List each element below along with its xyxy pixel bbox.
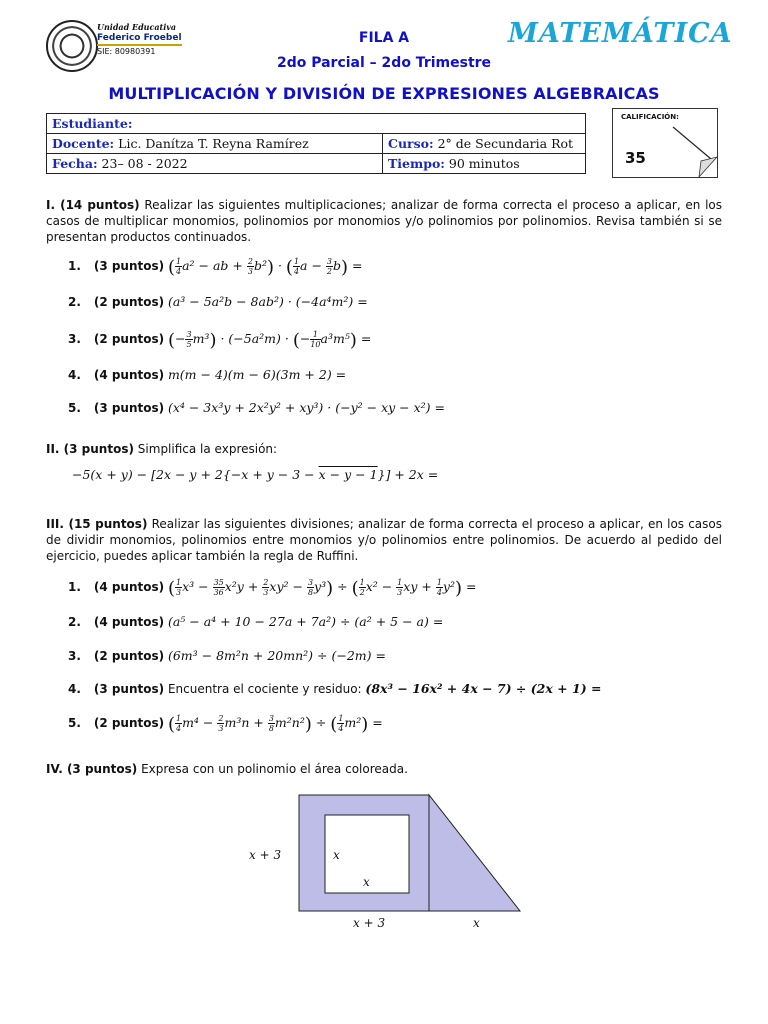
s1-item-4 [68,367,346,382]
brand-logo: MATEMÁTICA [508,18,733,49]
s1-item-2-num: 2. [68,295,81,309]
school-name: Federico Froebel [97,33,182,46]
curso-label: Curso: [388,136,434,151]
s1-item-3-points: (2 puntos) [93,332,165,346]
s1-item-4-num: 4. [68,368,81,382]
tiempo-value: 90 minutos [448,156,520,171]
parcial-title: 2do Parcial – 2do Trimestre [276,55,492,71]
s3-item-1-num: 1. [68,580,81,594]
section-1-intro [46,197,722,245]
area-diagram [243,785,528,935]
tiempo-label: Tiempo: [388,156,445,171]
s3-item-3-num: 3. [68,649,81,663]
page-curl-icon [613,109,717,177]
estudiante-cell[interactable] [47,114,586,134]
grade-title: CALIFICACIÓN: [621,113,679,121]
s3-item-2-expr: (a⁵ − a⁴ + 10 − 27a + 7a²) ÷ (a² + 5 − a) = [167,614,444,629]
section-2-intro [46,441,722,457]
curso-cell [383,134,586,154]
label-inner-right: x [333,848,340,862]
s3-item-3-expr: (6m³ − 8m²n + 20mn²) ÷ (−2m) = [167,648,386,663]
label-bottom: x + 3 [353,916,386,930]
section-2-text: Simplifica la expresión: [137,442,278,456]
s3-item-5-num: 5. [68,716,81,730]
s2-expr-overlined: x − y − 1 [318,467,378,482]
tiempo-cell [383,154,586,174]
s3-item-2-points: (4 puntos) [93,615,165,629]
area-figure [243,785,528,935]
s3-item-3 [68,648,386,663]
s1-item-5-points: (3 puntos) [93,401,165,415]
section-3-title: III. (15 puntos) [46,517,148,531]
s3-item-4-points: (3 puntos) [93,682,165,696]
s2-expr-part-a: −5(x + y) − [2x − y + 2{−x + y − 3 − [72,467,319,482]
s1-item-2 [68,294,368,309]
s2-expr-part-b: }] + 2x = [377,467,439,482]
s1-item-3-expr: (− $\frac{3}{5}$ m³) · (−5a²m) · (− $\frac{1}{10}$ a³m⁵) = [167,330,372,351]
s3-item-1-expr: ( $\frac{1}{3}$ x³ − $\frac{35}{36}$ x²y + $\frac{2}{3}$ xy² − $\frac{3}{8}$ y³) ÷ ( $\frac{1}{2}$ x² − $\frac{1}{3}$ xy + $\frac{1}{4}$ y²) = [167,578,477,599]
section-3-intro [46,516,722,564]
s3-item-1 [68,578,476,599]
s1-item-3 [68,330,371,351]
section-4-text: Expresa con un polinomio el área coloreada. [141,762,408,776]
s1-item-4-points: (4 puntos) [93,368,165,382]
triangle [429,795,520,911]
section-4-title: IV. (3 puntos) [46,762,138,776]
topic-title: MULTIPLICACIÓN Y DIVISIÓN DE EXPRESIONES ALGEBRAICAS [108,84,660,103]
fecha-value: 23– 08 - 2022 [101,156,188,171]
s1-item-5 [68,400,445,415]
s3-item-5-points: (2 puntos) [93,716,165,730]
section-2-title: II. (3 puntos) [46,442,134,456]
section-1-text: Realizar las siguientes multiplicaciones; analizar de forma correcta el proceso a aplicar, en los casos de multiplicar monomios, polinomios por monomios y/o polinomios por polinomios. Revisa también si se presentan productos continuados. [46,198,722,244]
s3-item-4 [68,681,601,696]
s2-expression [72,467,438,482]
section-4-intro [46,761,722,777]
student-info-table [46,113,586,174]
curso-value: 2° de Secundaria Rot [437,136,574,151]
s3-item-4-text: Encuentra el cociente y residuo: [167,682,362,696]
fecha-cell [47,154,383,174]
s1-item-4-expr: m(m − 4)(m − 6)(3m + 2) = [167,367,347,382]
s1-item-2-points: (2 puntos) [93,295,165,309]
fila-title: FILA A [358,30,410,46]
s3-item-4-expr: (8x³ − 16x² + 4x − 7) ÷ (2x + 1) = [365,681,602,696]
school-sie: SIE: 80980391 [97,47,156,56]
s1-item-2-expr: (a³ − 5a²b − 8ab²) · (−4a⁴m²) = [167,294,368,309]
label-inner-bottom: x [363,875,370,889]
s1-item-1-expr: ( $\frac{1}{4}$ a² − ab + $\frac{2}{3}$ b²) · ( $\frac{1}{4}$ a − $\frac{3}{2}$ b) = [167,257,363,278]
s1-item-5-expr: (x⁴ − 3x³y + 2x²y² + xy³) · (−y² − xy − x²) = [167,400,445,415]
s3-item-2-num: 2. [68,615,81,629]
s3-item-5 [68,714,383,735]
docente-label: Docente: [52,136,115,151]
s1-item-3-num: 3. [68,332,81,346]
label-triangle: x [473,916,480,930]
s3-item-3-points: (2 puntos) [93,649,165,663]
s3-item-5-expr: ( $\frac{1}{4}$ m⁴ − $\frac{2}{3}$ m³n + $\frac{3}{8}$ m²n²) ÷ ( $\frac{1}{4}$ m²) = [167,714,383,735]
s1-item-1-points: (3 puntos) [93,259,165,273]
s3-item-2 [68,614,443,629]
grade-value: 35 [625,149,646,167]
school-label: Unidad Educativa [97,22,177,32]
section-1-title: I. (14 puntos) [46,198,140,212]
label-left: x + 3 [249,848,282,862]
grade-box [612,108,718,178]
s1-item-1-num: 1. [68,259,81,273]
s3-item-1-points: (4 puntos) [93,580,165,594]
s1-item-5-num: 5. [68,401,81,415]
docente-cell [47,134,383,154]
fecha-label: Fecha: [52,156,98,171]
section-3-text: Realizar las siguientes divisiones; analizar de forma correcta el proceso a aplicar, en los casos de dividir monomios, polinomios entre monomios y/o polinomios entre polinomios. De acuerdo al pedido del ejercicio, puedes aplicar también la regla de Ruffini. [46,517,722,563]
s1-item-1 [68,257,363,278]
docente-value: Lic. Danítza T. Reyna Ramírez [118,136,309,151]
estudiante-label: Estudiante: [52,116,133,131]
s3-item-4-num: 4. [68,682,81,696]
